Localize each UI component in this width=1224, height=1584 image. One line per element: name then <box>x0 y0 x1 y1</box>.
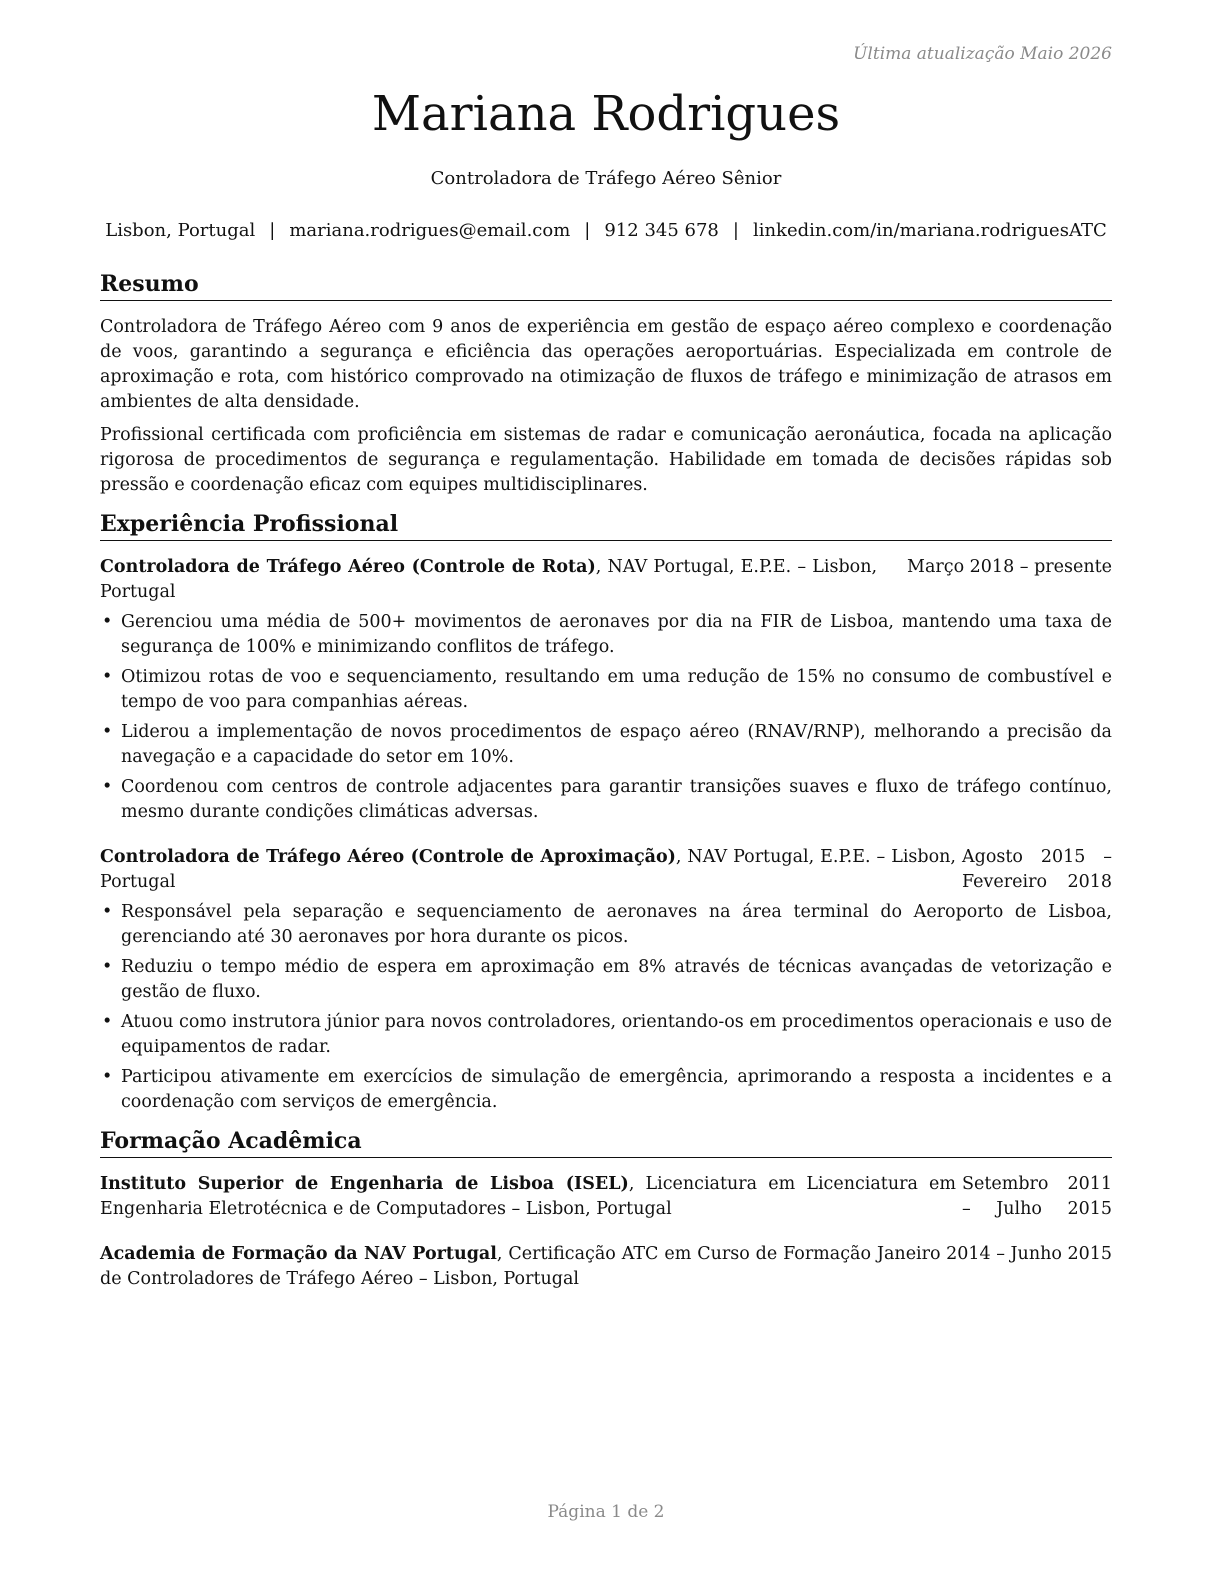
job-employer: , NAV Portugal, E.P.E. – Lisbon, Portugal <box>100 847 956 892</box>
achievement-list <box>100 610 1112 825</box>
contact-email[interactable]: mariana.rodrigues@email.com <box>289 220 571 241</box>
summary-section <box>100 270 1112 498</box>
experience-section <box>100 510 1112 1115</box>
achievement-list <box>100 900 1112 1115</box>
summary-paragraph: Profissional certificada com proficiência em sistemas de radar e comunicação aeronáutica, focada na aplicação rigorosa de procedimentos de segurança e regulamentação. Habilidade em tomada de decisões rápidas sob pressão e coordenação eficaz com equipes multidisciplinares. <box>100 425 1112 495</box>
education-entry <box>100 1242 1112 1292</box>
resume-content <box>100 270 1112 1312</box>
contact-location: Lisbon, Portugal <box>105 220 256 241</box>
institution-name: Academia de Formação da NAV Portugal <box>100 1244 497 1264</box>
achievement-item: • Reduziu o tempo médio de espera em aproximação em 8% através de técnicas avançadas de vetorização e gestão de fluxo. <box>100 955 1112 1005</box>
education-dates: Setembro 2011 – Julho 2015 <box>962 1174 1112 1219</box>
achievement-item: • Gerenciou uma média de 500+ movimentos de aeronaves por dia na FIR de Lisboa, mantendo uma taxa de segurança de 100% e minimizando conflitos de tráfego. <box>100 610 1112 660</box>
entry-position <box>100 845 956 895</box>
contact-separator: | <box>269 220 276 241</box>
job-dates: Agosto 2015 – Fevereiro 2018 <box>962 847 1112 892</box>
experience-entry <box>100 555 1112 825</box>
section-heading-experience: Experiência Profissional <box>100 510 1112 541</box>
achievement-item: • Coordenou com centros de controle adjacentes para garantir transições suaves e fluxo de tráfego contínuo, mesmo durante condições climáticas adversas. <box>100 775 1112 825</box>
last-updated: Última atualização Maio 2026 <box>853 44 1112 64</box>
achievement-item: • Liderou a implementação de novos procedimentos de espaço aéreo (RNAV/RNP), melhorando a precisão da navegação e a capacidade do setor em 10%. <box>100 720 1112 770</box>
job-employer: , NAV Portugal, E.P.E. – Lisbon, Portugal <box>100 557 878 602</box>
education-detail <box>100 1172 956 1222</box>
achievement-item: • Participou ativamente em exercícios de simulação de emergência, aprimorando a resposta a incidentes e a coordenação com serviços de emergência. <box>100 1065 1112 1115</box>
job-title: Controladora de Tráfego Aéreo Sênior <box>430 168 782 189</box>
education-section <box>100 1127 1112 1292</box>
summary-paragraph: Controladora de Tráfego Aéreo com 9 anos de experiência em gestão de espaço aéreo complexo e coordenação de voos, garantindo a segurança e eficiência das operações aeroportuárias. Especializada em controle de aproximação e rota, com histórico comprovado na otimização de fluxos de tráfego e minimização de atrasos em ambientes de alta densidade. <box>100 317 1112 412</box>
degree-info: , Licenciatura em Licenciatura em Engenharia Eletrotécnica e de Computadores – Lisbon, Portugal <box>100 1174 956 1219</box>
achievement-item: • Responsável pela separação e sequenciamento de aeronaves na área terminal do Aeroporto de Lisboa, gerenciando até 30 aeronaves por hora durante os picos. <box>100 900 1112 950</box>
contact-separator: | <box>584 220 591 241</box>
contact-linkedin[interactable]: linkedin.com/in/mariana.rodriguesATC <box>752 220 1107 241</box>
contact-phone: 912 345 678 <box>604 220 719 241</box>
achievement-item: • Atuou como instrutora júnior para novos controladores, orientando-os em procedimentos operacionais e uso de equipamentos de radar. <box>100 1010 1112 1060</box>
candidate-name: Mariana Rodrigues <box>371 86 841 142</box>
job-dates: Março 2018 – presente <box>907 557 1112 577</box>
section-heading-education: Formação Acadêmica <box>100 1127 1112 1158</box>
education-dates: Janeiro 2014 – Junho 2015 <box>876 1244 1112 1264</box>
experience-entry <box>100 845 1112 1115</box>
degree-info: , Certificação ATC em Curso de Formação de Controladores de Tráfego Aéreo – Lisbon, Portugal <box>100 1244 871 1289</box>
job-role: Controladora de Tráfego Aéreo (Controle de Aproximação) <box>100 847 676 867</box>
entry-position <box>100 555 877 605</box>
achievement-item: • Otimizou rotas de voo e sequenciamento, resultando em uma redução de 15% no consumo de combustível e tempo de voo para companhias aéreas. <box>100 665 1112 715</box>
entry-header <box>100 555 1112 605</box>
education-detail <box>100 1242 871 1292</box>
education-entry <box>100 1172 1112 1222</box>
institution-name: Instituto Superior de Engenharia de Lisboa (ISEL) <box>100 1174 629 1194</box>
section-heading-summary: Resumo <box>100 270 1112 301</box>
entry-header <box>100 1242 1112 1292</box>
contact-line <box>100 220 1112 241</box>
contact-separator: | <box>732 220 739 241</box>
entry-header <box>100 1172 1112 1222</box>
entry-header <box>100 845 1112 895</box>
job-role: Controladora de Tráfego Aéreo (Controle de Rota) <box>100 557 596 577</box>
page-number: Página 1 de 2 <box>547 1502 665 1522</box>
